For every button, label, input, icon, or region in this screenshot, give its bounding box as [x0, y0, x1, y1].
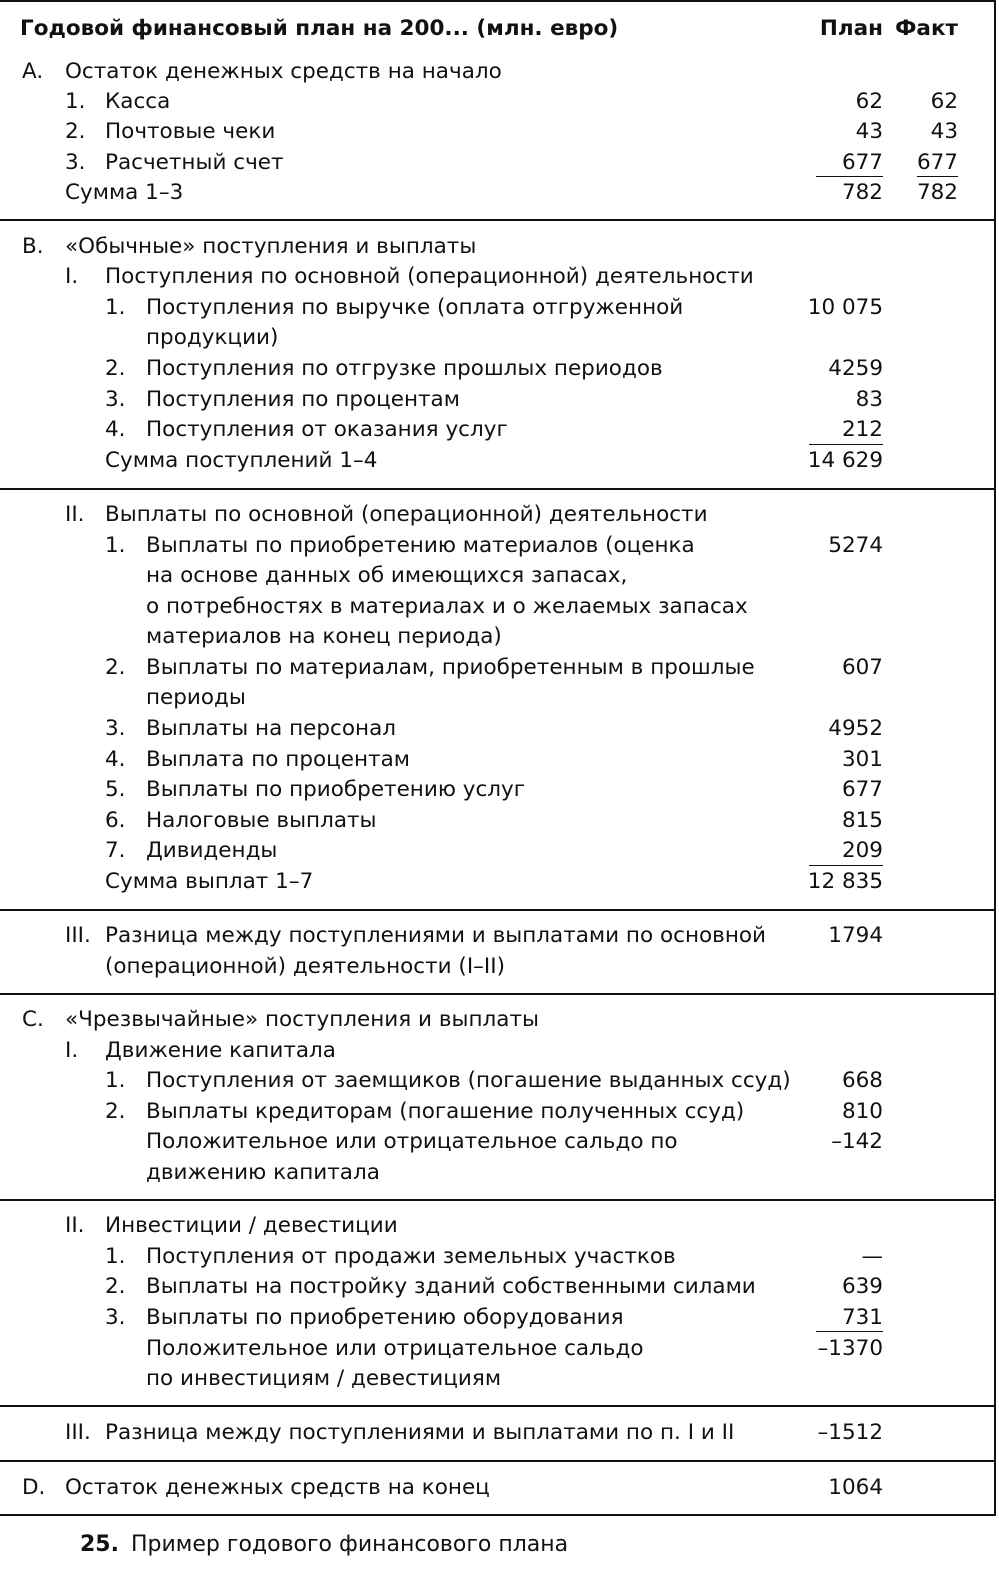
row-number: 4. — [105, 417, 126, 442]
sum-plan-value: 14 629 — [807, 448, 883, 473]
row-label-continued: материалов на конец периода) — [146, 624, 502, 649]
row-number: 2. — [105, 1099, 126, 1124]
subsection-title: Движение капитала — [105, 1038, 336, 1063]
section-a-title: Остаток денежных средств на начало — [65, 59, 502, 84]
fact-value: 677 — [916, 150, 958, 175]
saldo-label: Положительное или отрицательное сальдо — [146, 1336, 644, 1361]
plan-value: 10 075 — [807, 295, 883, 320]
sum-label: Сумма 1–3 — [65, 180, 184, 205]
plan-value: 668 — [841, 1068, 883, 1093]
sum-plan-value: 782 — [841, 180, 883, 205]
row-number: 3. — [105, 1305, 126, 1330]
plan-value: 209 — [841, 838, 883, 863]
subsection-label: II. — [65, 1213, 85, 1238]
section-divider — [0, 1405, 996, 1407]
subsection-title: Поступления по основной (операционной) деятельности — [105, 264, 754, 289]
row-label: Выплата по процентам — [146, 747, 410, 772]
plan-value: 62 — [855, 89, 883, 114]
row-label: Дивиденды — [146, 838, 278, 863]
section-c-label: C. — [22, 1007, 44, 1032]
row-number: 6. — [105, 808, 126, 833]
section-divider — [0, 993, 996, 995]
plan-value: 43 — [855, 119, 883, 144]
section-b-label: B. — [22, 234, 44, 259]
section-d-label: D. — [22, 1475, 46, 1500]
plan-value: 83 — [855, 387, 883, 412]
row-number: 1. — [65, 89, 86, 114]
column-header-fact: Факт — [895, 16, 958, 41]
subsection-label: II. — [65, 502, 85, 527]
row-number: 2. — [105, 356, 126, 381]
section-b-title: «Обычные» поступления и выплаты — [65, 234, 477, 259]
row-label: Налоговые выплаты — [146, 808, 377, 833]
section-divider — [0, 1199, 996, 1201]
saldo-label-continued: движению капитала — [146, 1160, 380, 1185]
row-number: 2. — [105, 655, 126, 680]
row-label: Выплаты по материалам, приобретенным в прошлые — [146, 655, 755, 680]
row-label: Поступления от заемщиков (погашение выданных ссуд) — [146, 1068, 791, 1093]
column-header-plan: План — [819, 16, 883, 41]
sum-plan-value: 12 835 — [807, 869, 883, 894]
row-label: Поступления по процентам — [146, 387, 460, 412]
plan-value: 301 — [841, 747, 883, 772]
subtotal-rule — [816, 1331, 883, 1332]
saldo-plan-value: –142 — [831, 1129, 883, 1154]
sum-label: Сумма выплат 1–7 — [105, 869, 314, 894]
row-number: 7. — [105, 838, 126, 863]
row-label: Выплаты по приобретению оборудования — [146, 1305, 624, 1330]
row-label: Поступления по выручке (оплата отгруженной — [146, 295, 684, 320]
plan-value: 5274 — [828, 533, 883, 558]
difference-label: Разница между поступлениями и выплатами по основной — [105, 923, 767, 948]
row-label: Почтовые чеки — [105, 119, 276, 144]
section-divider — [0, 219, 996, 221]
section-a-label: A. — [22, 59, 44, 84]
row-label-continued: на основе данных об имеющихся запасах, — [146, 563, 628, 588]
row-label: Выплаты кредиторам (погашение полученных ссуд) — [146, 1099, 745, 1124]
saldo-label-continued: по инвестициям / девестициям — [146, 1366, 502, 1391]
row-label-continued: периоды — [146, 685, 246, 710]
difference-plan-value: 1794 — [828, 923, 883, 948]
saldo-label: Положительное или отрицательное сальдо по — [146, 1129, 678, 1154]
fact-value: 62 — [930, 89, 958, 114]
plan-value: 212 — [841, 417, 883, 442]
subsection-title: Инвестиции / девестиции — [105, 1213, 398, 1238]
row-number: 4. — [105, 747, 126, 772]
section-c-title: «Чрезвычайные» поступления и выплаты — [65, 1007, 539, 1032]
plan-value: 815 — [841, 808, 883, 833]
row-number: 2. — [105, 1274, 126, 1299]
subtotal-rule — [809, 865, 883, 866]
subsection-label: III. — [65, 923, 91, 948]
row-label: Поступления по отгрузке прошлых периодов — [146, 356, 663, 381]
subtotal-rule — [816, 176, 883, 177]
section-divider — [0, 1460, 996, 1462]
subsection-label: I. — [65, 264, 79, 289]
subtotal-rule — [809, 444, 883, 445]
end-balance-plan-value: 1064 — [828, 1475, 883, 1500]
section-divider — [0, 909, 996, 911]
plan-value: 639 — [841, 1274, 883, 1299]
plan-value: 677 — [841, 150, 883, 175]
subtotal-rule — [917, 176, 958, 177]
row-label: Выплаты на персонал — [146, 716, 396, 741]
row-label-continued: о потребностях в материалах и о желаемых запасах — [146, 594, 748, 619]
plan-value: 4952 — [828, 716, 883, 741]
plan-value: 4259 — [828, 356, 883, 381]
row-number: 3. — [105, 716, 126, 741]
saldo-plan-value: –1370 — [817, 1336, 883, 1361]
section-d-title: Остаток денежных средств на конец — [65, 1475, 490, 1500]
plan-value: 810 — [841, 1099, 883, 1124]
subsection-label: I. — [65, 1038, 79, 1063]
row-label: Касса — [105, 89, 171, 114]
row-number: 3. — [105, 387, 126, 412]
subsection-label: III. — [65, 1420, 91, 1445]
figure-number: 25. — [80, 1532, 119, 1557]
subsection-title: Выплаты по основной (операционной) деятельности — [105, 502, 708, 527]
figure-caption — [80, 1530, 568, 1560]
sum-label: Сумма поступлений 1–4 — [105, 448, 378, 473]
section-divider — [0, 488, 996, 490]
plan-value: 731 — [841, 1305, 883, 1330]
row-label: Поступления от оказания услуг — [146, 417, 508, 442]
figure-caption-text: Пример годового финансового плана — [130, 1532, 569, 1557]
row-number: 1. — [105, 533, 126, 558]
row-label: Выплаты на постройку зданий собственными силами — [146, 1274, 756, 1299]
difference-plan-value: –1512 — [817, 1420, 883, 1445]
row-number: 5. — [105, 777, 126, 802]
sum-fact-value: 782 — [916, 180, 958, 205]
plan-value: 677 — [841, 777, 883, 802]
row-label: Расчетный счет — [105, 150, 284, 175]
row-label: Выплаты по приобретению услуг — [146, 777, 526, 802]
difference-label-continued: (операционной) деятельности (I–II) — [105, 954, 505, 979]
fact-value: 43 — [930, 119, 958, 144]
row-number: 2. — [65, 119, 86, 144]
row-label: Поступления от продажи земельных участков — [146, 1244, 676, 1269]
plan-value: 607 — [841, 655, 883, 680]
difference-label: Разница между поступлениями и выплатами по п. I и II — [105, 1420, 735, 1445]
row-label: Выплаты по приобретению материалов (оценка — [146, 533, 695, 558]
row-number: 3. — [65, 150, 86, 175]
row-number: 1. — [105, 1244, 126, 1269]
plan-value: — — [861, 1244, 883, 1269]
table-title: Годовой финансовый план на 200... (млн. евро) — [20, 16, 619, 41]
row-number: 1. — [105, 1068, 126, 1093]
row-label-continued: продукции) — [146, 325, 279, 350]
row-number: 1. — [105, 295, 126, 320]
